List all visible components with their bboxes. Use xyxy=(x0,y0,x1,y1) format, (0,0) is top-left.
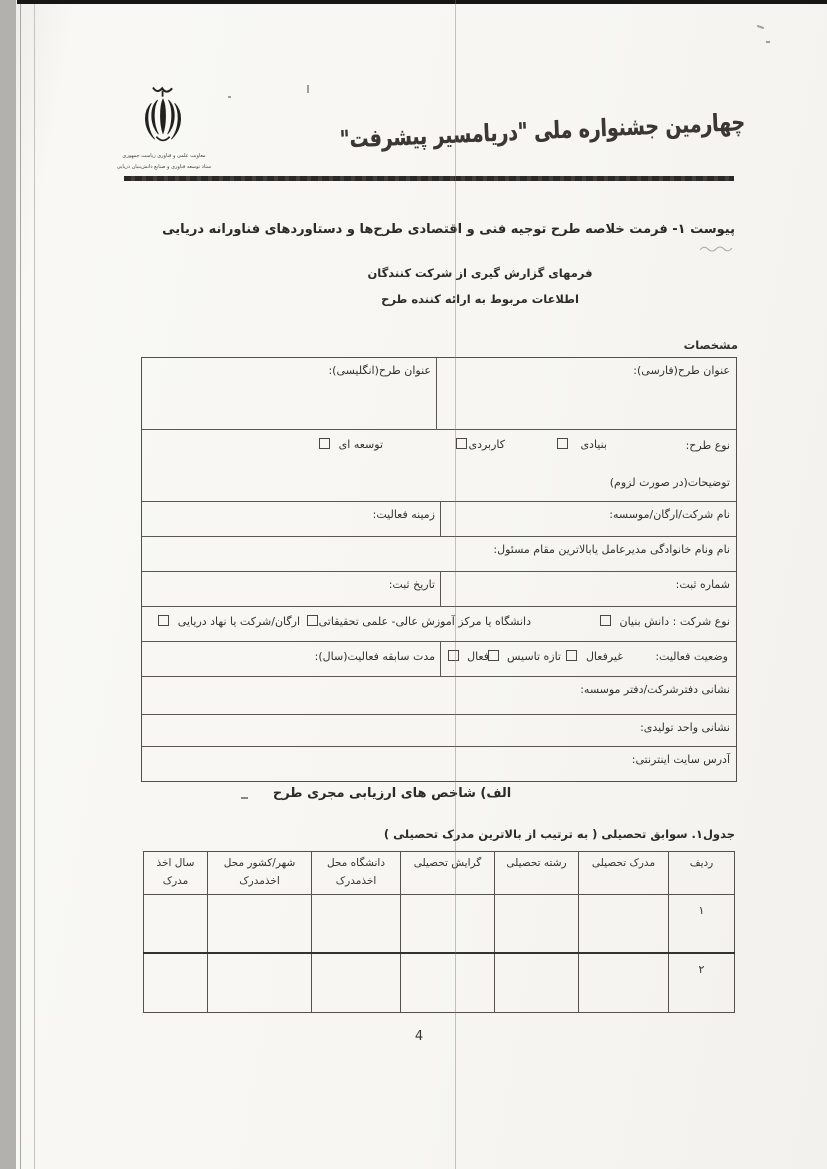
logo-caption-line2: ستاد توسعه فناوری و صنایع دانش‌بنیان دریایی xyxy=(116,163,212,170)
row-index: ۱ xyxy=(669,895,735,954)
cell-divider xyxy=(440,572,441,607)
fundamental-checkbox xyxy=(557,438,568,449)
developmental-option xyxy=(319,438,383,451)
project-info-table xyxy=(141,357,737,782)
ceo-name-row xyxy=(142,536,736,572)
col-year: سال اخذ مدرک xyxy=(144,852,208,895)
active-checkbox xyxy=(448,650,459,661)
table-row xyxy=(144,953,735,1013)
heading-dash xyxy=(241,797,248,799)
header-rule xyxy=(124,176,734,181)
top-scan-edge xyxy=(17,0,827,4)
activity-status-label: وضعیت فعالیت: xyxy=(655,650,728,663)
cell-divider xyxy=(440,642,441,677)
applied-option xyxy=(456,438,505,451)
empty-cell xyxy=(579,895,669,954)
empty-cell xyxy=(495,953,579,1013)
empty-cell xyxy=(144,953,208,1013)
activity-status-row xyxy=(142,641,736,677)
project-title-fa-label: عنوان طرح(فارسی): xyxy=(633,364,730,377)
developmental-checkbox xyxy=(319,438,330,449)
presenter-info-subtitle: اطلاعات مربوط به ارائه کننده طرح xyxy=(381,292,579,306)
col-city-country: شهر/کشور محل اخذمدرک xyxy=(208,852,312,895)
website-row xyxy=(142,746,736,782)
newly-established-option-label: تازه تاسیس xyxy=(507,650,561,663)
festival-title-calligraphy: چهارمین جشنواره ملی "دریامسیر پیشرفت" xyxy=(339,108,746,154)
fundamental-option-label: بنیادی xyxy=(580,438,607,451)
appendix-title: پیوست ۱- فرمت خلاصه طرح توجیه فنی و اقتصادی طرح‌ها و دستاوردهای فناورانه دریایی xyxy=(162,222,735,237)
empty-cell xyxy=(208,895,312,954)
scan-artifact-line xyxy=(455,0,456,1169)
col-degree: مدرک تحصیلی xyxy=(579,852,669,895)
marine-org-option xyxy=(158,615,300,628)
marine-org-checkbox xyxy=(158,615,169,626)
cell-divider xyxy=(440,502,441,537)
production-address-row xyxy=(142,714,736,747)
empty-cell xyxy=(144,895,208,954)
title-underline-squiggle xyxy=(699,244,733,253)
applied-checkbox xyxy=(456,438,467,449)
active-option xyxy=(448,650,489,663)
logo-caption-line1: معاونت علمی و فناوری ریاست جمهوری xyxy=(122,153,206,159)
table-row xyxy=(144,895,735,954)
col-specialization: گرایش تحصیلی xyxy=(401,852,495,895)
iran-emblem-icon xyxy=(132,80,194,150)
col-field-of-study: رشته تحصیلی xyxy=(495,852,579,895)
active-option-label: فعال xyxy=(467,650,489,663)
knowledge-based-option xyxy=(600,615,730,628)
newly-established-checkbox xyxy=(488,650,499,661)
paper-edge-line xyxy=(34,0,35,1169)
project-title-row xyxy=(142,358,736,429)
cell-divider xyxy=(436,358,437,429)
fundamental-option xyxy=(557,438,607,451)
office-address-row xyxy=(142,676,736,715)
knowledge-based-checkbox xyxy=(600,615,611,626)
inactive-option-label: غیرفعال xyxy=(585,650,623,663)
university-option xyxy=(307,615,531,628)
scan-speck xyxy=(307,85,309,93)
registration-row xyxy=(142,571,736,607)
applied-option-label: کاربردی xyxy=(468,438,505,451)
education-records-table xyxy=(143,851,735,1013)
education-table-header-row xyxy=(144,852,735,895)
project-type-label: نوع طرح: xyxy=(685,439,730,452)
developmental-option-label: توسعه ای xyxy=(338,438,383,451)
office-address-label: نشانی دفترشرکت/دفتر موسسه: xyxy=(580,683,730,696)
report-forms-subtitle: فرمهای گزارش گیری از شرکت کنندگان xyxy=(367,266,593,280)
empty-cell xyxy=(208,953,312,1013)
education-table-caption: جدول۱. سوابق تحصیلی ( به ترتیب از بالاترین مدرک تحصیلی ) xyxy=(383,827,735,841)
university-option-label: دانشگاه یا مرکز آموزش عالی- علمی تحقیقاتی xyxy=(318,615,531,628)
logo-caption xyxy=(100,151,228,172)
activity-duration-label: مدت سابقه فعالیت(سال): xyxy=(314,650,435,663)
company-type-row xyxy=(142,606,736,642)
paper-edge-line xyxy=(20,0,21,1169)
inactive-option xyxy=(566,650,623,663)
notes-label: توضیحات(در صورت لزوم) xyxy=(609,476,730,489)
scan-speck xyxy=(228,96,231,98)
col-university: دانشگاه محل اخذمدرک xyxy=(312,852,401,895)
row-index: ۲ xyxy=(669,953,735,1013)
marine-org-option-label: ارگان/شرکت یا نهاد دریایی xyxy=(177,615,300,628)
col-row-number: ردیف xyxy=(669,852,735,895)
section-a-heading: الف) شاخص های ارزیابی مجری طرح xyxy=(272,786,512,801)
page-number: 4 xyxy=(414,1029,424,1044)
empty-cell xyxy=(401,895,495,954)
empty-cell xyxy=(579,953,669,1013)
scan-speck xyxy=(766,41,770,43)
project-type-row xyxy=(142,429,736,502)
university-checkbox xyxy=(307,615,318,626)
newly-established-option xyxy=(488,650,561,663)
company-name-row xyxy=(142,501,736,537)
reg-number-label: شماره ثبت: xyxy=(675,578,730,591)
production-address-label: نشانی واحد تولیدی: xyxy=(640,721,730,734)
reg-date-label: تاریخ ثبت: xyxy=(388,578,435,591)
project-title-en-label: عنوان طرح(انگلیسی): xyxy=(328,364,431,377)
empty-cell xyxy=(495,895,579,954)
company-name-label: نام شرکت/ارگان/موسسه: xyxy=(609,508,730,521)
empty-cell xyxy=(401,953,495,1013)
inactive-checkbox xyxy=(566,650,577,661)
specs-section-label: مشخصات xyxy=(683,338,738,352)
company-type-label: نوع شرکت : دانش بنیان xyxy=(619,615,730,628)
ceo-name-label: نام ونام خانوادگی مدیرعامل یابالاترین مقام مسئول: xyxy=(493,543,730,556)
empty-cell xyxy=(312,895,401,954)
website-label: آدرس سایت اینترنتی: xyxy=(631,753,730,766)
empty-cell xyxy=(312,953,401,1013)
activity-field-label: زمینه فعالیت: xyxy=(372,508,435,521)
